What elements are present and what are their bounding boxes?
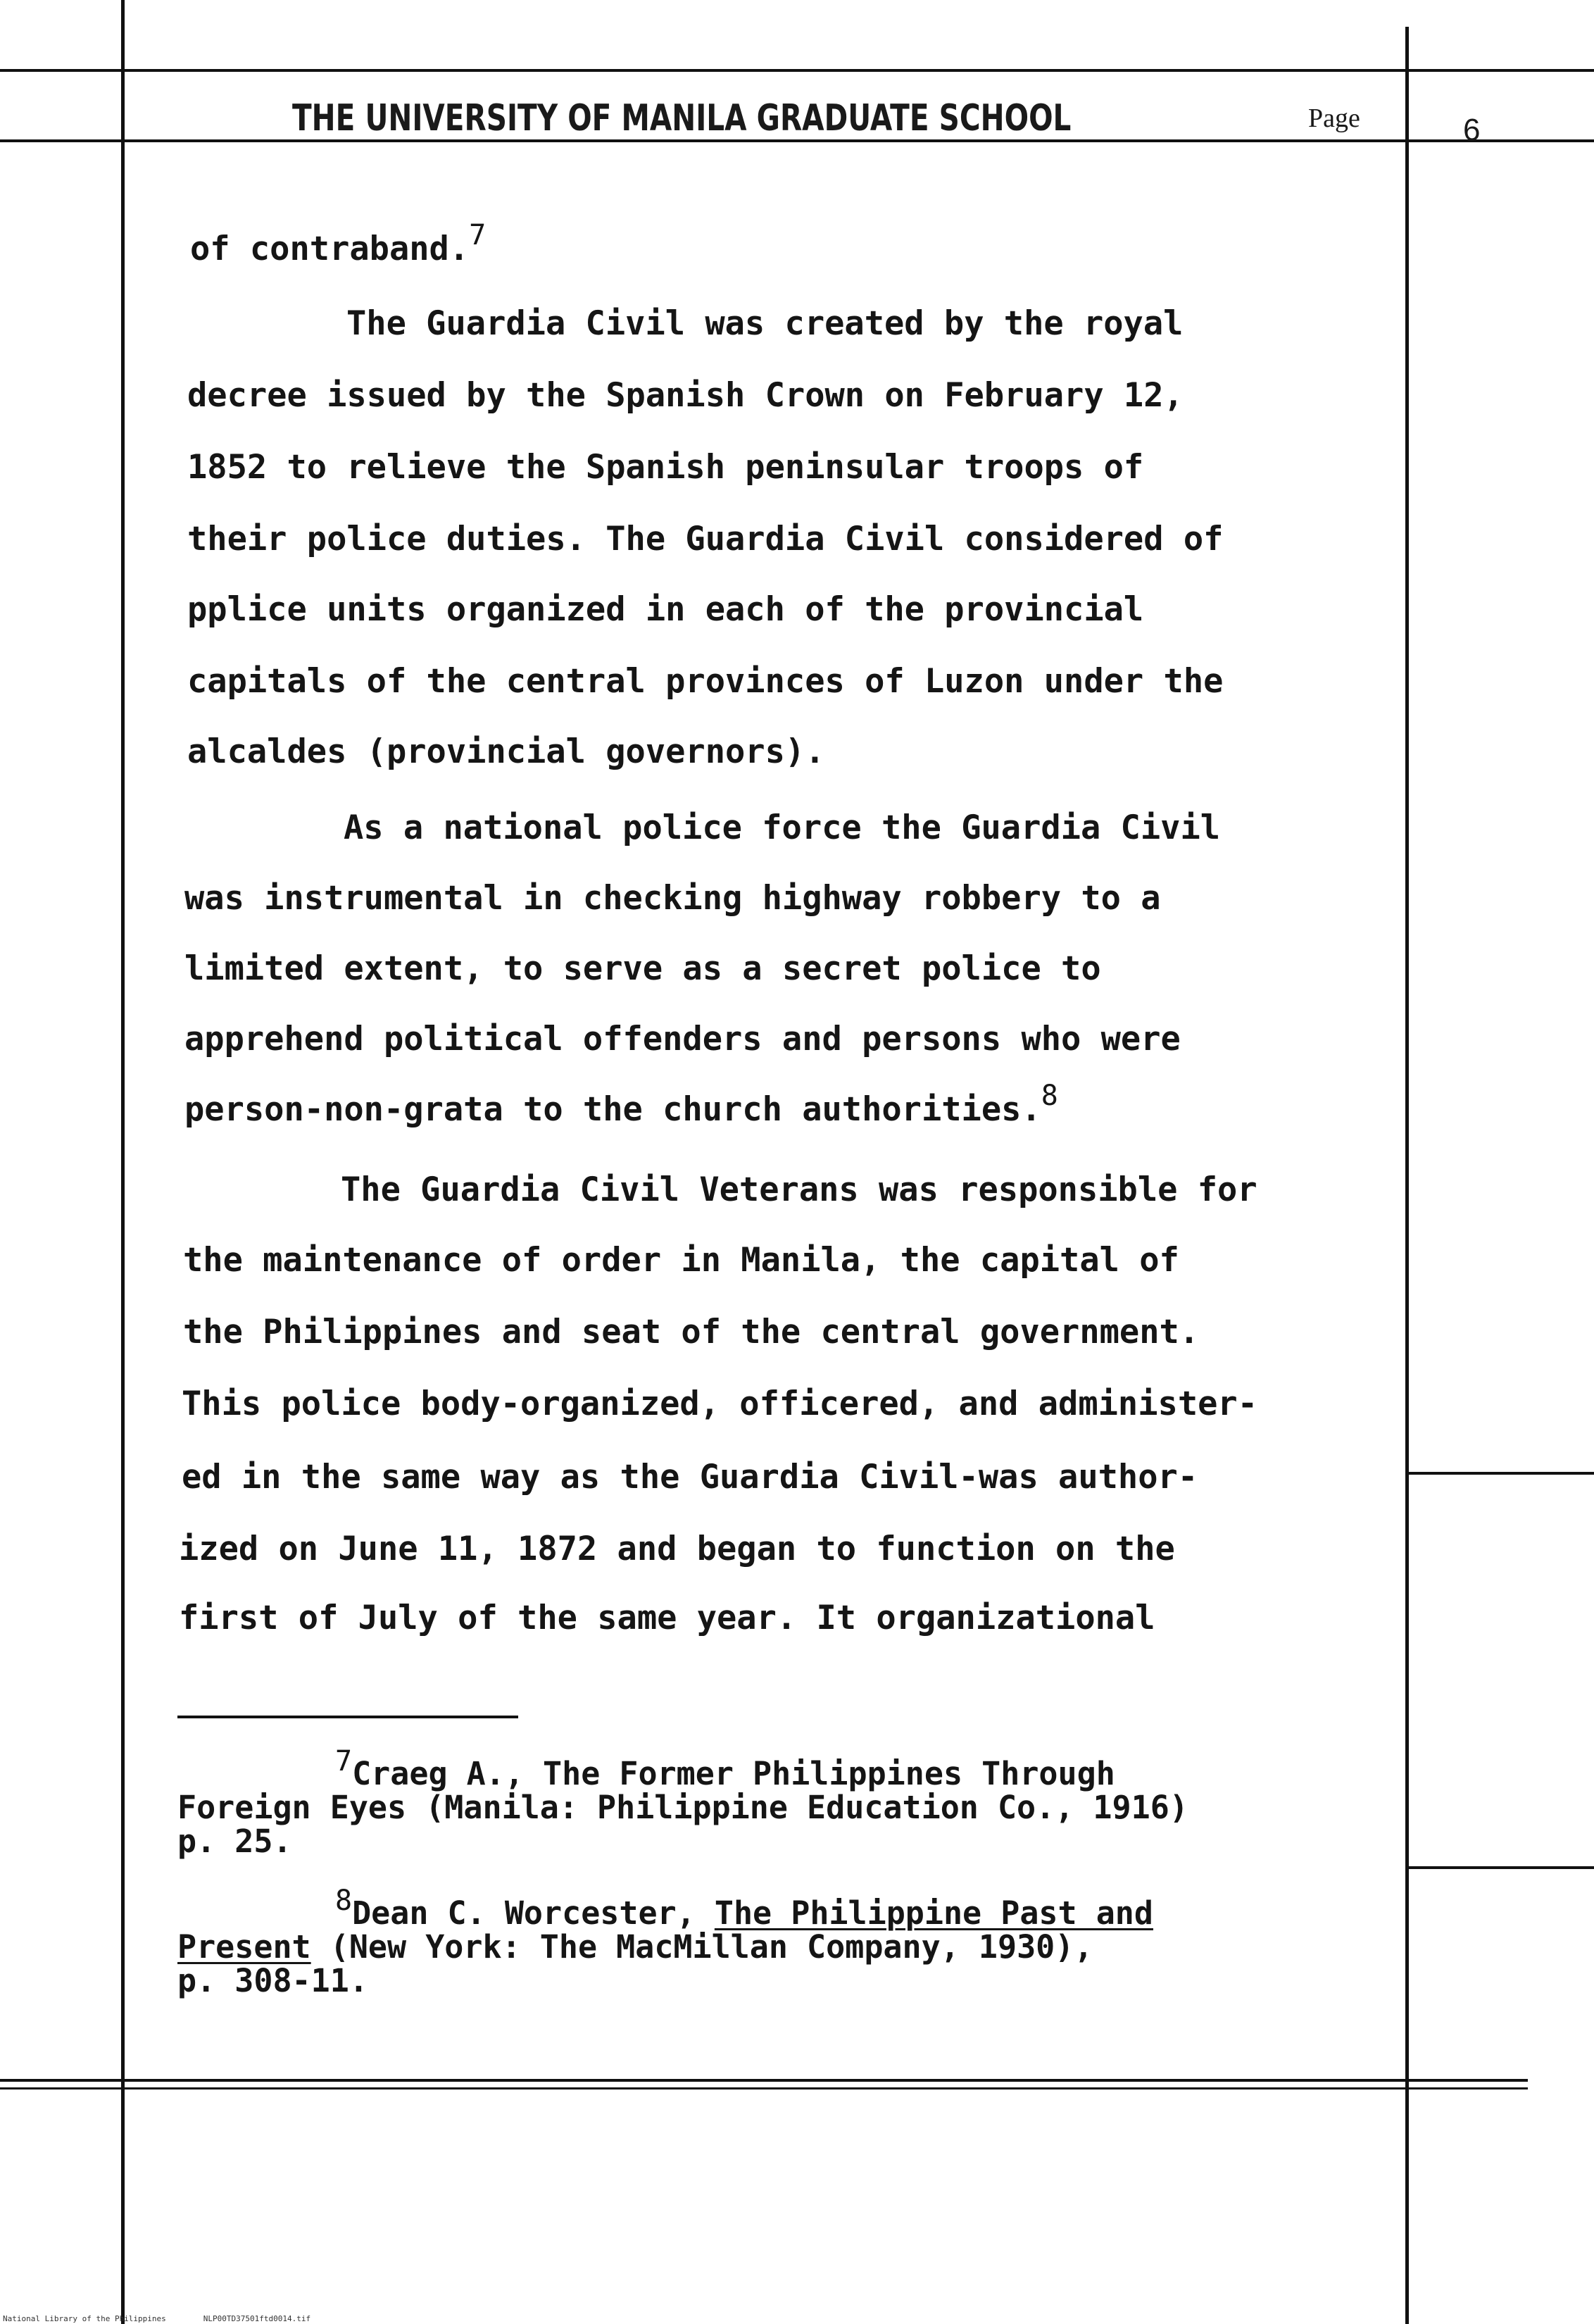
header-bottom-rule bbox=[0, 139, 1594, 142]
right-column-rule-2 bbox=[1405, 1866, 1594, 1869]
body-line-4: 1852 to relieve the Spanish peninsular troops of bbox=[187, 448, 1144, 487]
body-line-11: limited extent, to serve as a secret police to bbox=[184, 949, 1101, 988]
body-line-19: ized on June 11, 1872 and began to function on the bbox=[179, 1530, 1175, 1568]
body-line-2: The Guardia Civil was created by the royal bbox=[346, 304, 1184, 343]
body-line-9: As a national police force the Guardia Civil bbox=[344, 808, 1221, 847]
footnote-7-line-1: 7Craeg A., The Former Philippines Through bbox=[335, 1745, 1115, 1792]
body-line-8: alcaldes (provincial governors). bbox=[187, 732, 825, 771]
page-label: Page bbox=[1308, 104, 1360, 133]
body-line-1: of contraband.7 bbox=[190, 219, 487, 268]
body-line-20: first of July of the same year. It organizational bbox=[179, 1599, 1155, 1637]
footnote-separator bbox=[177, 1716, 518, 1718]
footnote-8-book-title: The Philippine Past and bbox=[714, 1894, 1153, 1932]
body-line-14: The Guardia Civil Veterans was responsible for bbox=[341, 1170, 1257, 1209]
page-header-title: THE UNIVERSITY OF MANILA GRADUATE SCHOOL bbox=[292, 97, 1072, 139]
footnote-8-line-1: 8Dean C. Worcester, The Philippine Past and bbox=[335, 1885, 1153, 1932]
body-line-7: capitals of the central provinces of Luzon under the bbox=[187, 662, 1224, 701]
body-line-16: the Philippines and seat of the central government. bbox=[183, 1313, 1200, 1351]
footer-rule-2 bbox=[0, 2087, 1528, 2089]
body-line-18: ed in the same way as the Guardia Civil-was author- bbox=[182, 1458, 1198, 1497]
footnote-ref-7: 7 bbox=[469, 219, 487, 251]
body-line-10: was instrumental in checking highway robbery to a bbox=[184, 879, 1161, 918]
footnote-8-marker: 8 bbox=[335, 1885, 353, 1917]
footnote-7-marker: 7 bbox=[335, 1745, 353, 1778]
body-line-13: person-non-grata to the church authorities.8 bbox=[184, 1080, 1058, 1129]
body-line-5: their police duties. The Guardia Civil considered of bbox=[187, 520, 1224, 558]
footnote-8-line-3: p. 308-11. bbox=[177, 1962, 368, 1999]
footnote-7-line-3: p. 25. bbox=[177, 1823, 292, 1860]
footnote-ref-8: 8 bbox=[1041, 1080, 1058, 1112]
left-margin-rule bbox=[121, 0, 125, 2324]
body-line-3: decree issued by the Spanish Crown on February 12, bbox=[187, 376, 1184, 415]
body-line-6: pplice units organized in each of the provincial bbox=[187, 590, 1144, 629]
body-line-17: This police body-organized, officered, and administer- bbox=[182, 1385, 1258, 1423]
header-top-rule bbox=[0, 69, 1594, 72]
body-line-15: the maintenance of order in Manila, the capital of bbox=[183, 1241, 1179, 1280]
right-column-rule-1 bbox=[1405, 1472, 1594, 1475]
footer-rule-1 bbox=[0, 2079, 1528, 2082]
scan-credit: National Library of the Philippines NLP00TD37501ftd0014.tif bbox=[3, 2314, 311, 2323]
body-line-12: apprehend political offenders and persons who were bbox=[184, 1020, 1181, 1058]
footnote-8-line-2: Present (New York: The MacMillan Company, 1930), bbox=[177, 1928, 1093, 1966]
page-number: 6 bbox=[1463, 113, 1481, 147]
right-margin-rule bbox=[1405, 27, 1409, 2324]
footnote-7-line-2: Foreign Eyes (Manila: Philippine Education Co., 1916) bbox=[177, 1789, 1188, 1826]
